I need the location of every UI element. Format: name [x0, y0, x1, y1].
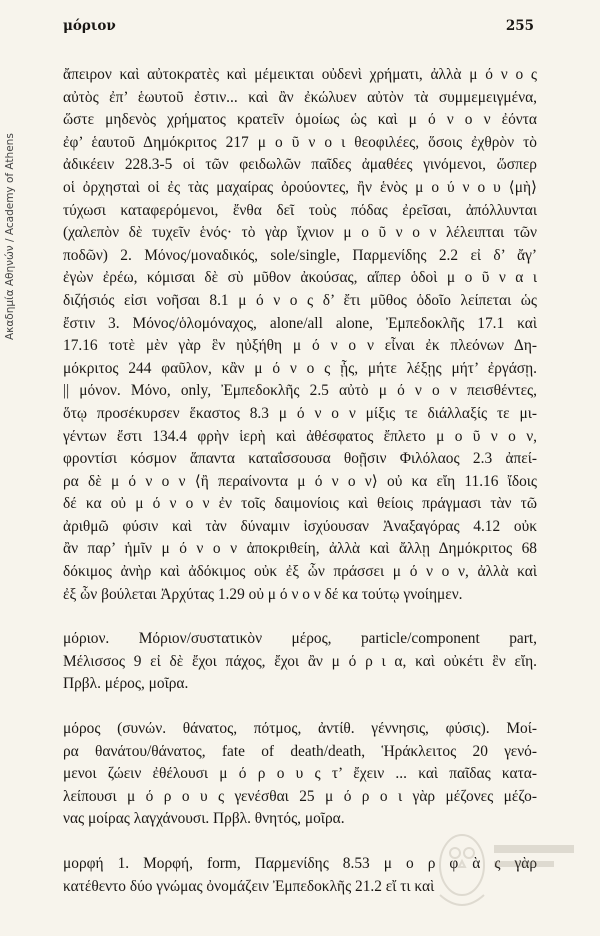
dictionary-entry [63, 64, 537, 606]
text-line: Μέλισσος 9 εἰ δὲ ἔχοι πάχος, ἔχοι ἂν μ ό ρ ι α, καὶ οὐκέτι ἓν εἴη. [63, 652, 537, 670]
header-title: μόριον [63, 18, 116, 34]
text-line: αὐτὸς ἐπ’ ἑωυτοῦ ἐστιν... καὶ ἂν ἐκώλυεν αὐτὸν τὰ συμμεμειγμένα, [63, 88, 537, 106]
text-line: ἐφ’ ἑαυτοῦ Δημόκριτος 217 μ ο ῦ ν ο ι θεοφιλέες, ὅσοις ἐχθρὸν τὸ [63, 133, 537, 151]
text-line: δόκιμος ἀνὴρ καὶ ἀδόκιμος οὐκ ἐξ ὧν πράσσει μ ό ν ο ν, ἀλλὰ καὶ [63, 563, 537, 581]
text-line: φροντίσι κόσμον ἅπαντα καταΐσσουσα θοῇσιν Φιλόλαος 2.3 ἀπεί- [63, 450, 537, 468]
running-header [63, 18, 534, 42]
text-line: ἄπειρον καὶ αὐτοκρατὲς καὶ μέμεικται οὐδενὶ χρήματι, ἀλλὰ μ ό ν ο ς [63, 66, 537, 83]
text-line: ἐξ ὧν βούλεται Ἀρχύτας 1.29 οὐ μ ό ν ο ν δέ κα τούτῳ γνοίημεν. [63, 585, 463, 603]
page-number: 255 [505, 18, 534, 34]
archive-side-label: Ακαδημία Αθηνών / Academy of Athens [4, 133, 16, 340]
text-line: οἱ ὀρχησταὶ οἱ ἐς τὰς μαχαίρας ὀρούοντες, ἢν ἑνὸς μ ο ύ ν ο υ ⟨μὴ⟩ [63, 178, 537, 196]
text-line: μορφή 1. Μορφή, form, Παρμενίδης 8.53 μ ο ρ φ ὰ ς γὰρ [63, 855, 537, 872]
text-line: νας μοίρας λαγχάνουσι. Πρβλ. θνητός, μοῖρα. [63, 810, 345, 828]
text-line: ἔστιν 3. Μόνος/ὁλομόναχος, alone/all alone, Ἐμπεδοκλῆς 17.1 καὶ [63, 314, 537, 332]
paragraph-gap [63, 696, 537, 718]
text-line: ρα θανάτου/θάνατος, fate of death/death, Ἡράκλειτος 20 γενό- [63, 742, 537, 760]
text-line: κατέθεντο δύο γνώμας ὀνομάζειν Ἐμπεδοκλῆς 21.2 εἴ τι καὶ [63, 877, 435, 895]
dictionary-entry [63, 628, 537, 696]
text-line: ὅτῳ προσέκυρσεν ἕκαστος 8.3 μ ό ν ο ν μίξις τε διάλλαξίς τε μι- [63, 404, 537, 422]
text-line: δέ κα οὐ μ ό ν ο ν ἐν τοῖς δαιμονίοις καὶ θείοις πράγμασι τὰν τῶ [63, 495, 537, 513]
text-line: 17.16 τοτὲ μὲν γὰρ ἓν ηὐξήθη μ ό ν ο ν εἶναι ἐκ πλεόνων Δη- [63, 337, 537, 355]
text-line: ἀριθμῶ φύσιν καὶ τὰν δύναμιν ἰσχύουσαν Ἀναξαγόρας 4.12 οὐκ [63, 517, 537, 535]
text-line: μόριον. Μόριον/συστατικὸν μέρος, particle/component part, [63, 630, 537, 648]
paragraph-gap [63, 606, 537, 628]
text-line: ὥστε μηδενὸς χρήματος κρατεῖν ὁμοίως ὡς καὶ μ ό ν ο ν ἐόντα [63, 111, 537, 129]
text-line: μόκριτος 244 φαῦλον, κἂν μ ό ν ο ς ᾖς, μήτε λέξῃς μήτ’ ἐργάσῃ. [63, 359, 537, 377]
text-line: ἂν παρ’ ἡμῖν μ ό ν ο ν ἀποκριθείη, ἀλλὰ καὶ ἄλλῃ Δημόκριτος 68 [63, 540, 537, 558]
text-line: (χαλεπὸν δὲ τυχεῖν ἑνός· τὸ γὰρ ἴχνιον μ ο ῦ ν ο ν λέλειπται τῶν [63, 224, 537, 242]
text-line: || μόνον. Μόνο, only, Ἐμπεδοκλῆς 2.5 αὐτὸ μ ό ν ο ν πεισθέντες, [63, 382, 537, 400]
page-body [63, 64, 537, 898]
text-line: ποδῶν) 2. Μόνος/μοναδικός, sole/single, Παρμενίδης 2.2 εἰ δ’ ἄγ’ [63, 246, 537, 264]
text-line: ἐγὼν ἐρέω, κόμισαι δὲ σὺ μῦθον ἀκούσας, αἵπερ ὁδοὶ μ ο ῦ ν α ι [63, 269, 537, 287]
text-line: μενοι ζώειν ἐθέλουσι μ ό ρ ο υ ς τ’ ἔχειν ... καὶ παῖδας κατα- [63, 765, 537, 783]
text-line: διζήσιός εἰσι νοῆσαι 8.1 μ ό ν ο ς δ’ ἔτι μῦθος ὁδοῖο λείπεται ὡς [63, 291, 537, 309]
text-line: λείπουσι μ ό ρ ο υ ς γενέσθαι 25 μ ό ρ ο ι γὰρ μέζονες μέζο- [63, 787, 537, 805]
text-line: γέντων ἔστι 134.4 φρὴν ἱερὴ καὶ ἀθέσφατος ἔπλετο μ ο ῦ ν ο ν, [63, 427, 537, 445]
text-line: μόρος (συνών. θάνατος, πότμος, ἀντίθ. γέννησις, φύσις). Μοί- [63, 720, 537, 738]
text-line: ρα δὲ μ ό ν ο ν ⟨ἢ περαίνοντα μ ό ν ο ν⟩ οὐ κα εἴη 11.16 ἴδοις [63, 472, 537, 490]
text-line: ἀδικέειν 228.3-5 οἱ τῶν φειδωλῶν παῖδες ἀμαθέες γινόμενοι, ὥσπερ [63, 156, 537, 174]
owl-watermark-icon [422, 805, 582, 925]
text-line: Πρβλ. μέρος, μοῖρα. [63, 675, 189, 693]
text-line: τύχωσι καταφερόμενοι, ἔνθα δεῖ τοὺς πόδας ἐρεῖσαι, ἀπόλλυνται [63, 201, 537, 219]
